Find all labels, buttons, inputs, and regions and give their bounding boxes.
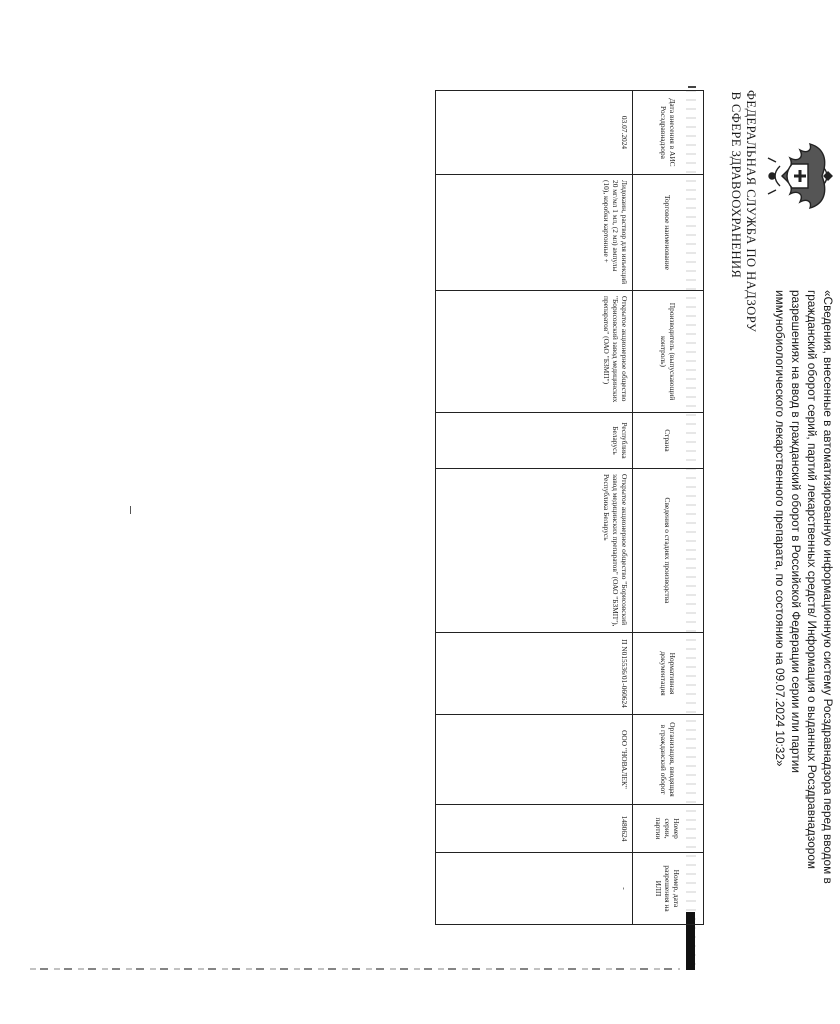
header-normative-doc: Нормативная документация (633, 633, 704, 715)
rotated-document (340, 90, 840, 930)
scan-artifact-top (688, 86, 696, 88)
header-manufacturer: Производитель (выпускающий контроль) (633, 291, 704, 413)
cell-manufacturer: Открытое акционерное общество "Борисовский завод медицинских препаратов" (ОАО "БЗМП") (436, 291, 633, 413)
table-header-row (633, 91, 704, 925)
cell-batch: 1480624 (436, 805, 633, 853)
header-stages: Сведения о стадиях производства (633, 469, 704, 633)
agency-name (728, 90, 758, 333)
header-trade-name: Торговое наименование (633, 175, 704, 291)
header-country: Страна (633, 413, 704, 469)
cell-trade-name: Лидокаин, раствор для инъекций 20 мг/мл 1 мл, (2 мл) ампулы (10), коробки картонные + (436, 175, 633, 291)
cell-normative-doc: П N015536/01-060624 (436, 633, 633, 715)
cell-organization: ООО "НОВАЛЕК" (436, 715, 633, 805)
document-heading: «Сведения, внесенные в автоматизированную информационную систему Росздравнадзора перед вводом в гражданский оборот серий, партий лекарственных средств/ Информация о выданных Росздравнадзором разрешениях на ввод в гражданский оборот в Российской Федерации серии или партии иммунобиологического лекарственного препарата, по состоянию на 09.07.2024 10:32» (773, 290, 835, 884)
scan-artifact-bottom (30, 968, 680, 970)
agency-name-line1: ФЕДЕРАЛЬНАЯ СЛУЖБА ПО НАДЗОРУ (744, 90, 758, 333)
header-permit: Номер, дата разрешения на ИЛП (633, 853, 704, 925)
batch-info-table (435, 90, 704, 925)
cell-permit: - (436, 853, 633, 925)
cell-country: Республика Беларусь (436, 413, 633, 469)
eagle-emblem-icon (762, 140, 838, 212)
agency-name-line2: В СФЕРЕ ЗДРАВООХРАНЕНИЯ (729, 91, 743, 279)
cell-stages: Открытое акционерное общество "Борисовский завод медицинских препаратов" (ОАО "БЗМП"), Республика Беларусь (436, 469, 633, 633)
header-date: Дата внесения в АИС Росздравнадзора (633, 91, 704, 175)
table-row (436, 91, 633, 925)
header-batch: Номер серии, партии (633, 805, 704, 853)
header-organization: Организация, вводящая в гражданский оборот (633, 715, 704, 805)
scan-artifact-dash (130, 506, 131, 514)
cell-date: 03.07.2024 (436, 91, 633, 175)
